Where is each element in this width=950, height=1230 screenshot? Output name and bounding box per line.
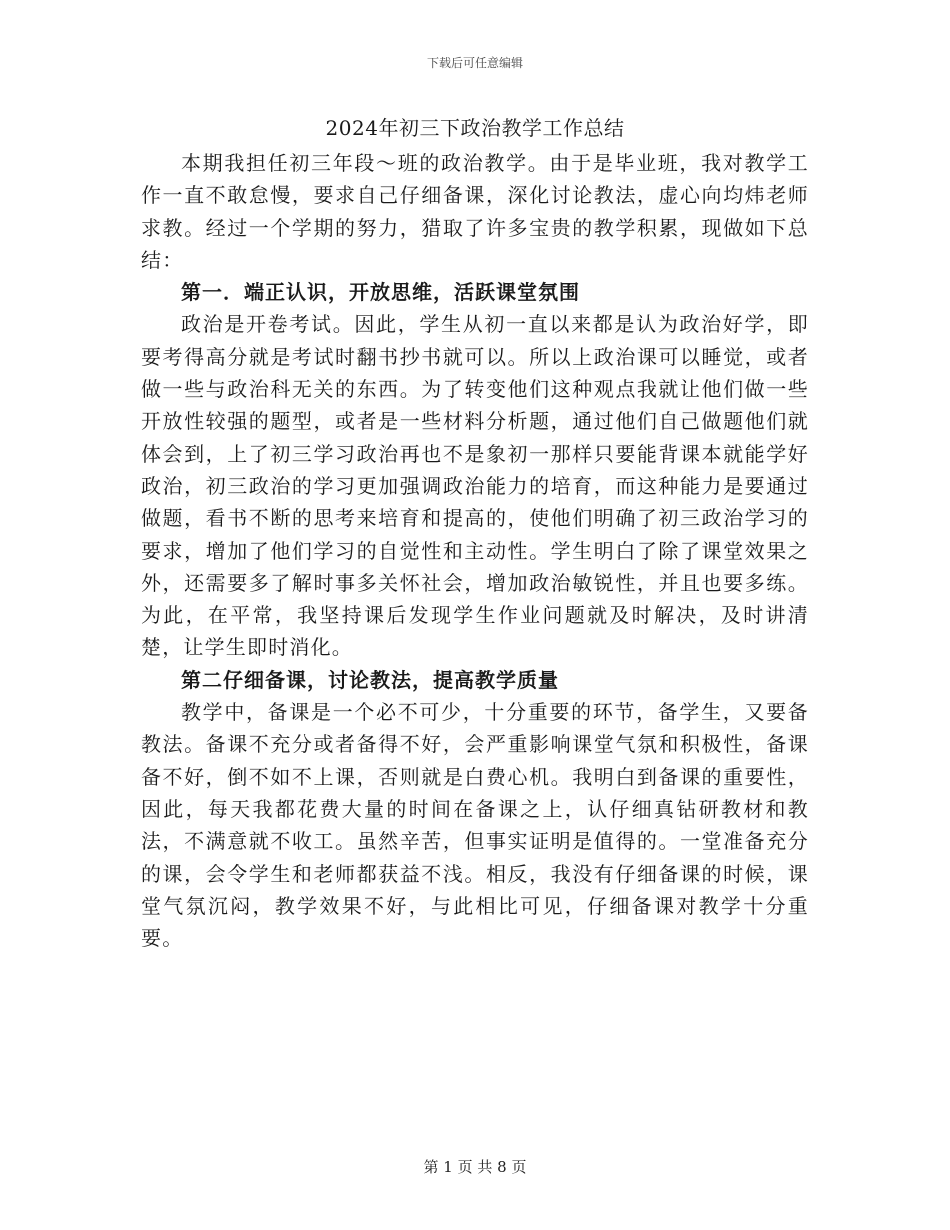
- section-1-paragraph: 政治是开卷考试。因此，学生从初一直以来都是认为政治好学，即要考得高分就是考试时翻书抄书就可以。所以上政治课可以睡觉，或者做一些与政治科无关的东西。为了转变他们这种观点我就让他们做一些开放性较强的题型，或者是一些材料分析题，通过他们自己做题他们就体会到，上了初三学习政治再也不是象初一那样只要能背课本就能学好政治，初三政治的学习更加强调政治能力的培育，而这种能力是要通过做题，看书不断的思考来培育和提高的，使他们明确了初三政治学习的要求，增加了他们学习的自觉性和主动性。学生明白了除了课堂效果之外，还需要多了解时事多关怀社会，增加政治敏锐性，并且也要多练。为此，在平常，我坚持课后发现学生作业问题就及时解决，及时讲清楚，让学生即时消化。: [141, 312, 809, 660]
- intro-paragraph: 本期我担任初三年段～班的政治教学。由于是毕业班，我对教学工作一直不敢怠慢，要求自己仔细备课，深化讨论教法，虚心向均炜老师求教。经过一个学期的努力，猎取了许多宝贵的教学积累，现做如下总结：: [141, 151, 809, 272]
- section-2-paragraph: 教学中，备课是一个必不可少，十分重要的环节，备学生，又要备教法。备课不充分或者备得不好，会严重影响课堂气氛和积极性，备课备不好，倒不如不上课，否则就是白费心机。我明白到备课的重要性，因此，每天我都花费大量的时间在备课之上，认仔细真钻研教材和教法，不满意就不收工。虽然辛苦，但事实证明是值得的。一堂准备充分的课，会令学生和老师都获益不浅。相反，我没有仔细备课的时候，课堂气氛沉闷，教学效果不好，与此相比可见，仔细备课对教学十分重要。: [141, 700, 809, 951]
- page-header-note: 下载后可任意编辑: [426, 56, 523, 70]
- page-number: 第 1 页 共 8 页: [423, 1158, 527, 1176]
- section-heading-1: 第一．端正认识，开放思维，活跃课堂氛围: [181, 280, 580, 305]
- document-title: 2024年初三下政治教学工作总结: [325, 116, 625, 140]
- document-body: [141, 147, 809, 954]
- section-heading-2: 第二仔细备课，讨论教法，提高教学质量: [181, 667, 559, 692]
